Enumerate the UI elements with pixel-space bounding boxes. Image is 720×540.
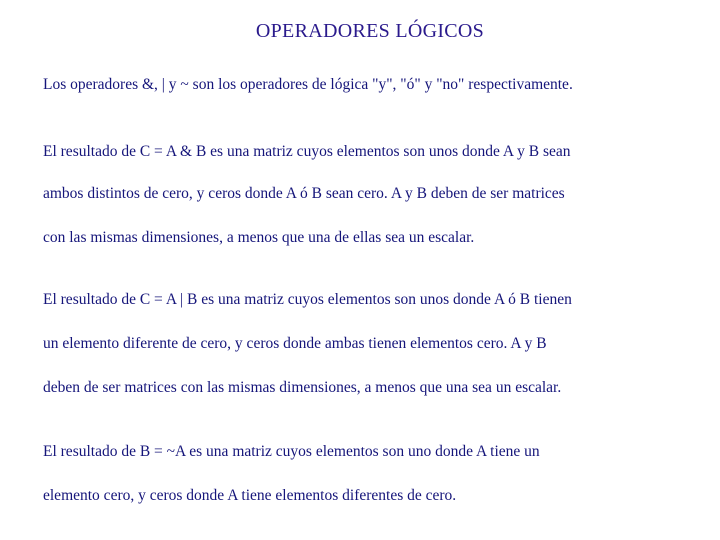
or-description-line-2: un elemento diferente de cero, y ceros donde ambas tienen elementos cero. A y B — [43, 335, 547, 352]
and-description-line-3: con las mismas dimensiones, a menos que una de ellas sea un escalar. — [43, 229, 475, 246]
and-description-line-2: ambos distintos de cero, y ceros donde A ó B sean cero. A y B deben de ser matrices — [43, 185, 565, 202]
intro-text: Los operadores &, | y ~ son los operadores de lógica "y", "ó" y "no" respectivamente. — [43, 76, 573, 93]
not-description-line-2: elemento cero, y ceros donde A tiene elementos diferentes de cero. — [43, 487, 457, 504]
or-description-line-3: deben de ser matrices con las mismas dimensiones, a menos que una sea un escalar. — [43, 379, 562, 396]
not-description-line-1: El resultado de B = ~A es una matriz cuyos elementos son uno donde A tiene un — [43, 443, 540, 460]
or-description-line-1: El resultado de C = A | B es una matriz cuyos elementos son unos donde A ó B tienen — [43, 291, 572, 308]
slide-title: OPERADORES LÓGICOS — [255, 20, 485, 42]
and-description-line-1: El resultado de C = A & B es una matriz cuyos elementos son unos donde A y B sean — [43, 143, 571, 160]
